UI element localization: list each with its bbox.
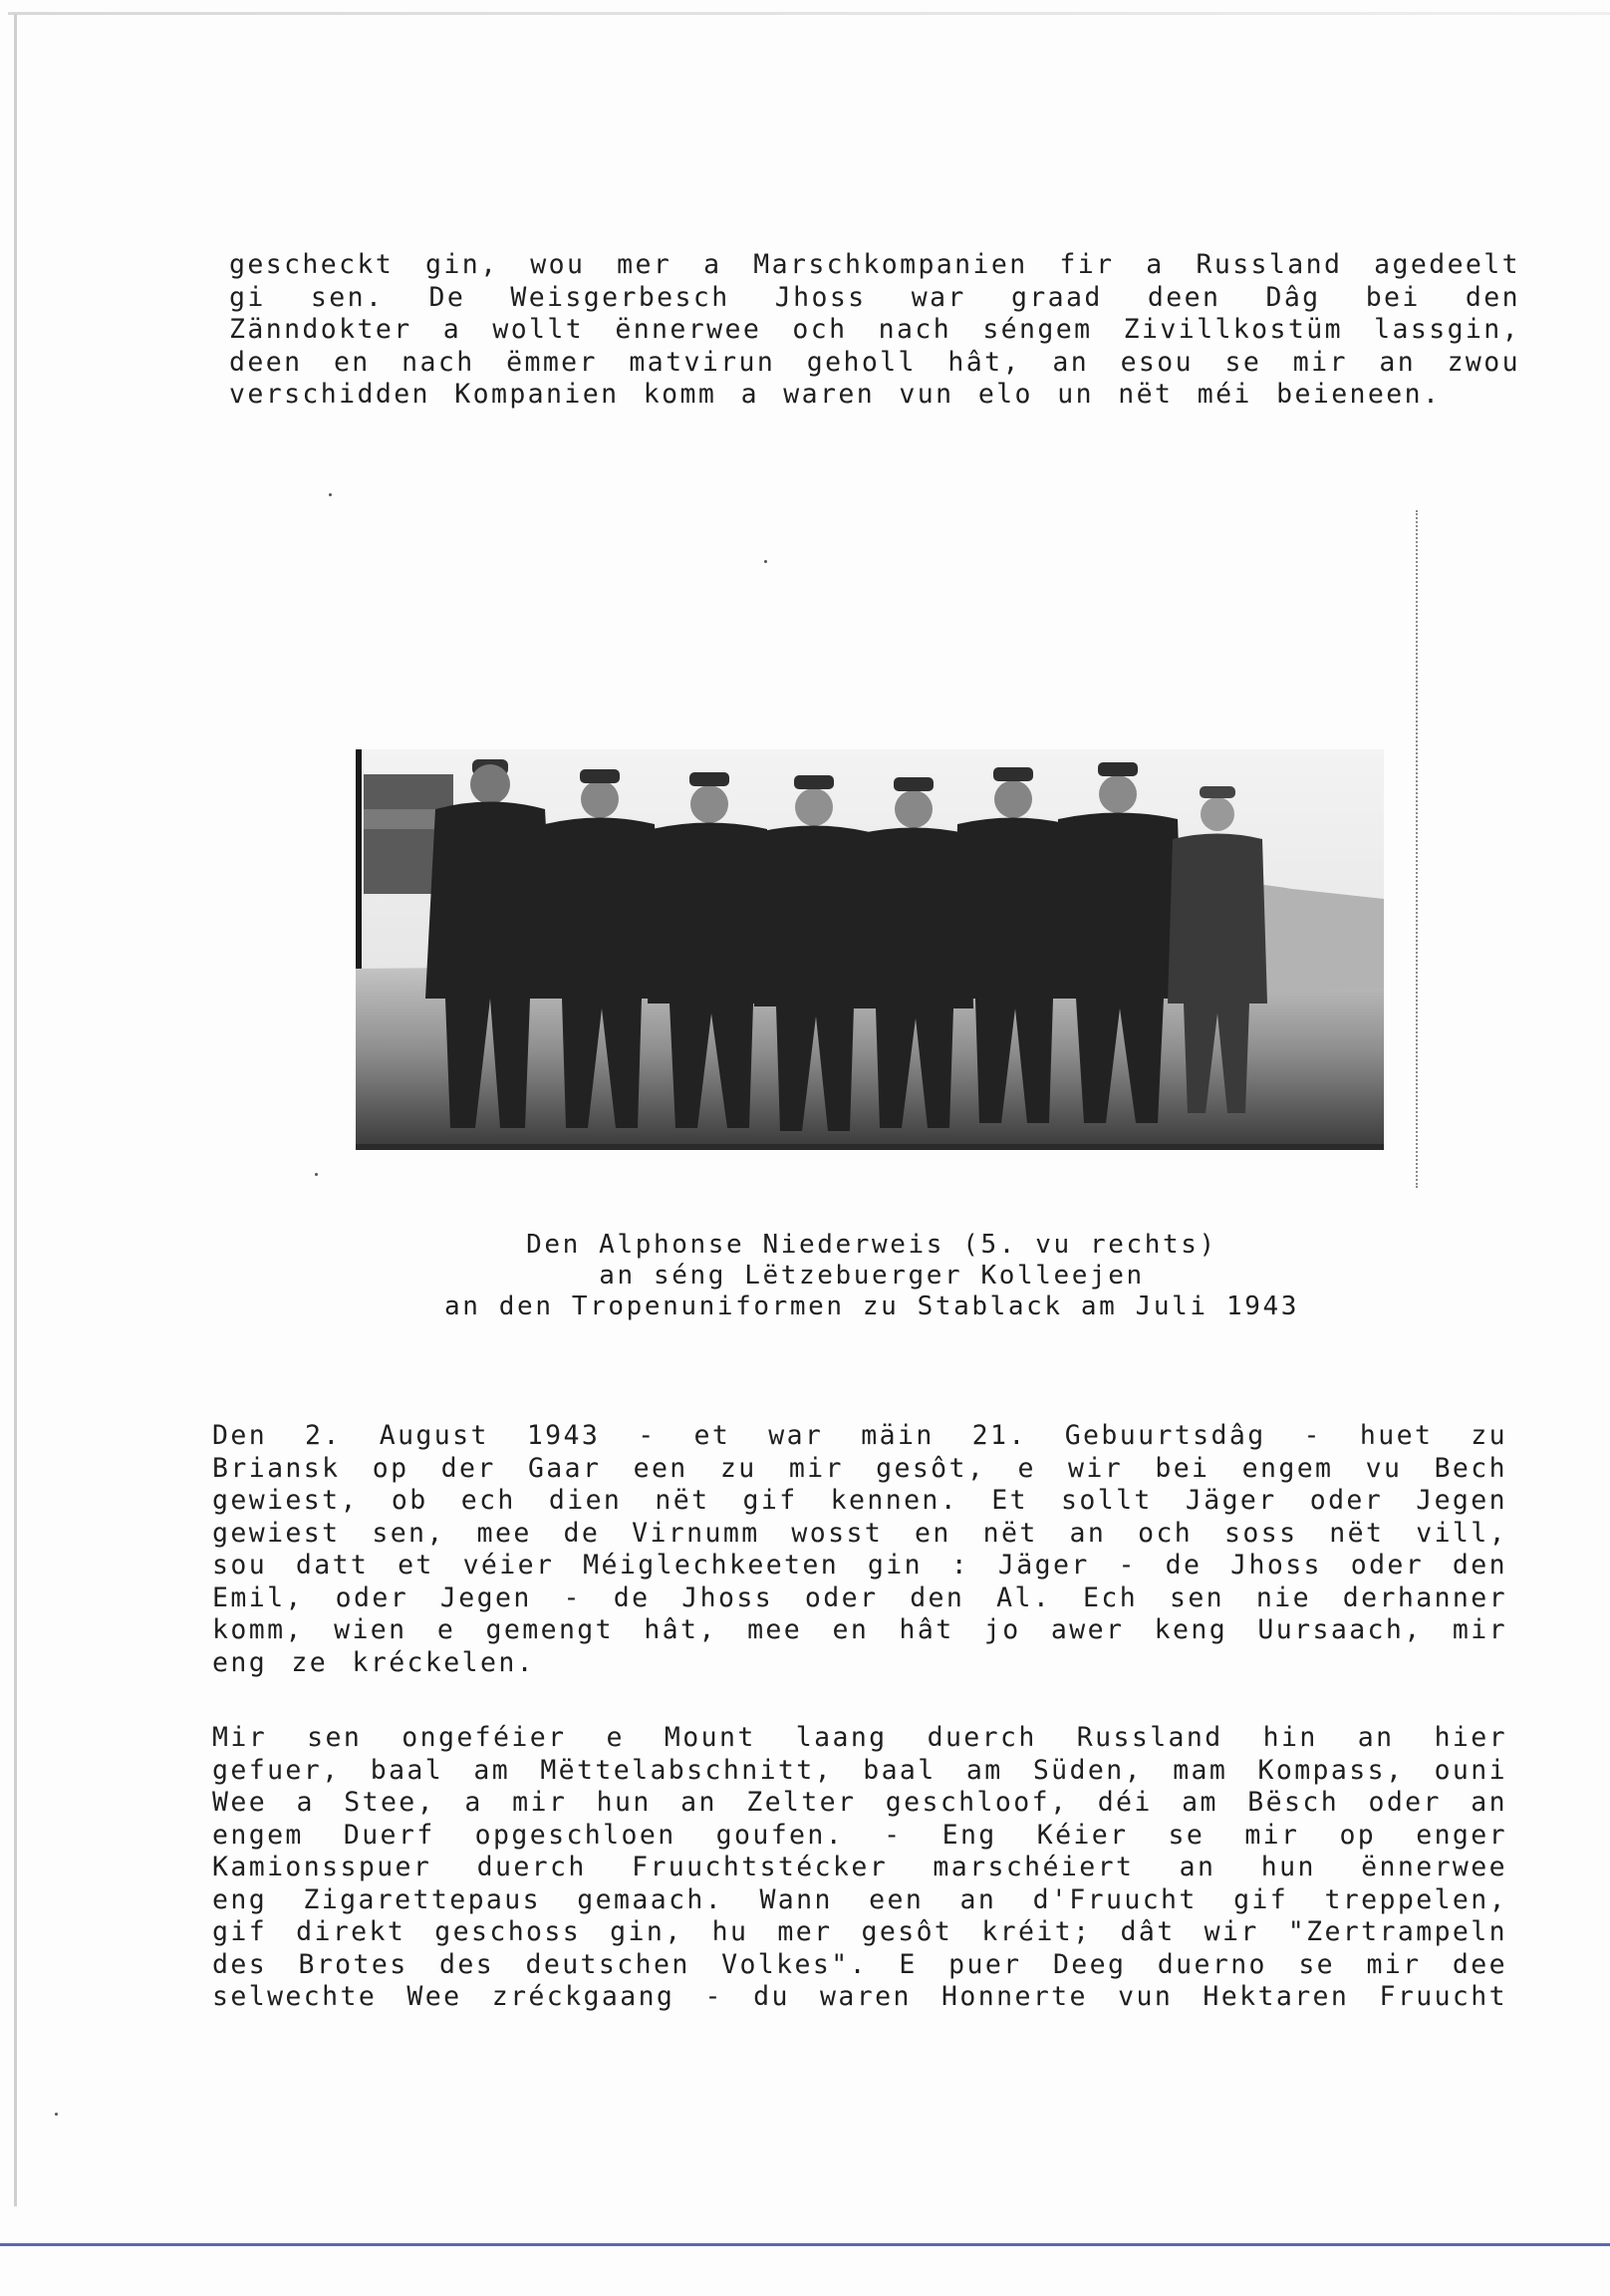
scan-speck: [55, 2113, 58, 2116]
text-line: gefuer, baal am Mëttelabschnitt, baal am Süden, mam Kompass, ouni: [212, 1754, 1507, 1786]
text-line: eng ze kréckelen.: [212, 1646, 536, 1678]
scan-edge-left: [14, 14, 17, 2206]
caption-line: Den Alphonse Niederweis (5. vu rechts): [526, 1230, 1217, 1260]
text-line: Emil, oder Jegen - de Jhoss oder den Al. Ech sen nie derhanner: [212, 1581, 1507, 1613]
dotted-margin-line: [1416, 510, 1420, 1188]
text-line: Mir sen ongeféier e Mount laang duerch Russland hin an hier: [212, 1722, 1507, 1753]
text-line: Briansk op der Gaar een zu mir gesôt, e wir bei engem vu Bech: [212, 1452, 1507, 1484]
text-line: gescheckt gin, wou mer a Marschkompanien fir a Russland agedeelt: [229, 249, 1520, 280]
scan-speck: [315, 1173, 318, 1176]
text-line: gif direkt geschoss gin, hu mer gesôt kréit; dât wir "Zertrampeln: [212, 1916, 1507, 1947]
photo-caption: [359, 1230, 1385, 1322]
text-line: des Brotes des deutschen Volkes". E puer Deeg duerno se mir dee: [212, 1948, 1507, 1980]
text-line: sou datt et véier Méiglechkeeten gin : Jäger - de Jhoss oder den: [212, 1550, 1507, 1580]
photo-image: [356, 749, 1384, 1150]
text-line: gewiest, ob ech dien nët gif kennen. Et sollt Jäger oder Jegen: [212, 1485, 1507, 1516]
group-photo: [356, 749, 1384, 1150]
text-line: engem Duerf opgeschloen goufen. - Eng Kéier se mir op enger: [212, 1819, 1507, 1851]
scan-speck: [764, 560, 767, 563]
text-line: Wee a Stee, a mir hun an Zelter geschloof, déi am Bësch oder an: [212, 1787, 1507, 1818]
caption-line: an den Tropenuniformen zu Stablack am Juli 1943: [444, 1292, 1299, 1321]
caption-line: an séng Lëtzebuerger Kolleejen: [599, 1261, 1145, 1291]
text-line: verschidden Kompanien komm a waren vun elo un nët méi beieneen.: [229, 379, 1442, 410]
text-line: eng Zigarettepaus gemaach. Wann een an d'Fruucht gif treppelen,: [212, 1883, 1507, 1915]
scan-edge-top: [8, 12, 1610, 15]
scan-speck: [329, 493, 332, 496]
paragraph-1: [229, 249, 1520, 412]
paragraph-3: [212, 1722, 1507, 2014]
paragraph-2: [212, 1420, 1507, 1679]
text-line: Kamionsspuer duerch Fruuchtstécker marschéiert an hun ënnerwee: [212, 1852, 1507, 1882]
text-line: gewiest sen, mee de Virnumm wosst en nët an och soss nët vill,: [212, 1517, 1507, 1549]
text-line: selwechte Wee zréckgaang - du waren Honnerte vun Hektaren Fruucht: [212, 1981, 1507, 2012]
text-line: komm, wien e gemengt hât, mee en hât jo awer keng Uursaach, mir: [212, 1614, 1507, 1645]
scan-edge-bottom: [0, 2243, 1610, 2246]
text-line: deen en nach ëmmer matvirun geholl hât, an esou se mir an zwou: [229, 346, 1520, 378]
text-line: Zänndokter a wollt ënnerwee och nach séngem Zivillkostüm lassgin,: [229, 314, 1520, 345]
text-line: gi sen. De Weisgerbesch Jhoss war graad deen Dâg bei den: [229, 281, 1520, 313]
text-line: Den 2. August 1943 - et war mäin 21. Gebuurtsdâg - huet zu: [212, 1420, 1507, 1451]
